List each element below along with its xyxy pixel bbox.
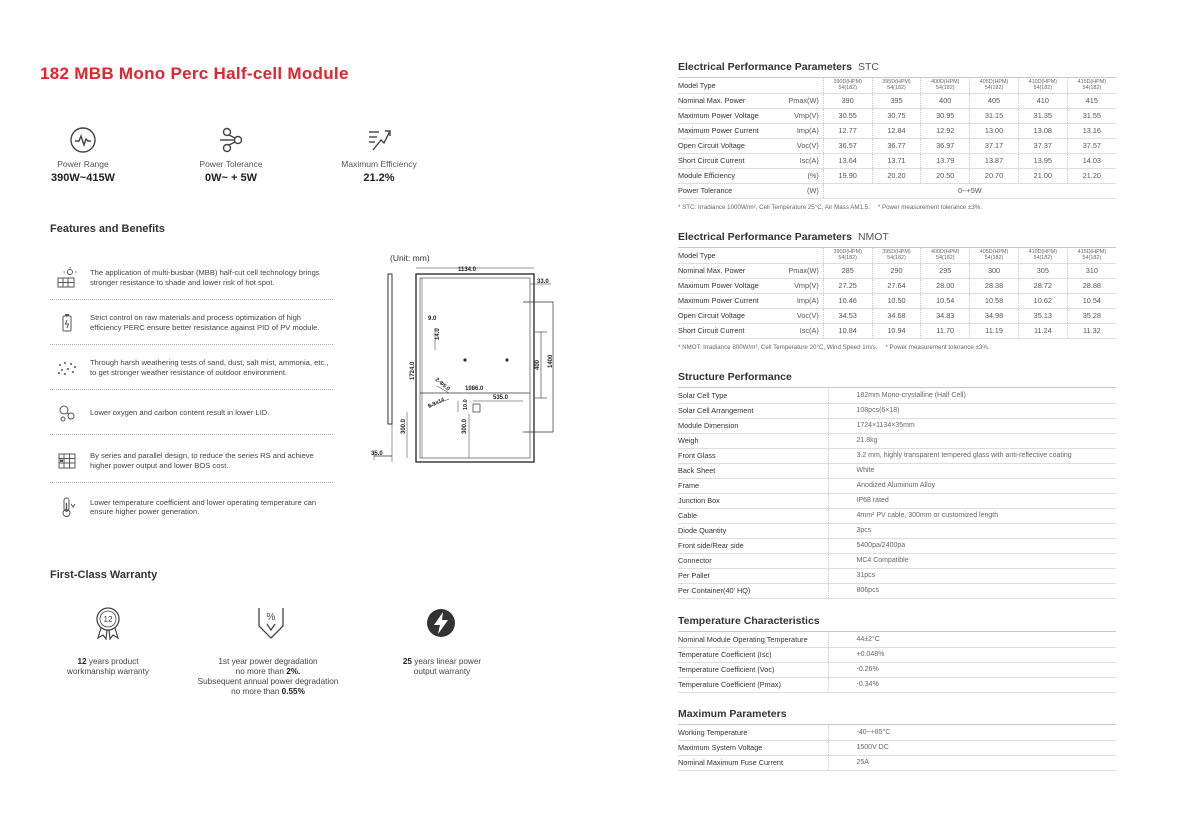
value-cell: 31.35 [1018, 108, 1067, 123]
value-cell: 11.19 [970, 323, 1019, 338]
value-cell: 13.08 [1018, 123, 1067, 138]
dim-300-right: 300.0 [462, 418, 468, 434]
model-cell: 400D(HPM) 54(182) [921, 248, 970, 263]
row-label: Model Type [678, 248, 786, 263]
nmot-note: * NMOT: Irradiance 800W/m², Cell Temperature 20°C, Wind Speed 1m/s. * Power measurement tolerance ±3%. [678, 343, 990, 351]
value-cell: 12.84 [872, 123, 921, 138]
dim-height: 1724.0 [410, 361, 416, 380]
table-row [678, 293, 1116, 308]
row-label: Junction Box [678, 493, 828, 508]
value-cell: 290 [872, 263, 921, 278]
warranty-text: years linear power [414, 657, 482, 666]
section-title: Electrical Performance Parameters [678, 61, 852, 73]
spec-max-efficiency [309, 126, 449, 184]
row-label: Weigh [678, 433, 828, 448]
dim-300-left: 300.0 [401, 418, 407, 434]
model-cell: 395D(HPM) 54(182) [872, 78, 921, 93]
row-label: Front Glass [678, 448, 828, 463]
value-cell: 14.03 [1067, 153, 1116, 168]
model-cell: 405D(HPM) 54(182) [970, 78, 1019, 93]
value-cell: 395 [872, 93, 921, 108]
section-subtitle: NMOT [857, 231, 889, 243]
row-value: 21.8kg [828, 433, 1116, 448]
table-row [678, 725, 1116, 740]
value-cell: 10.58 [970, 293, 1019, 308]
dim-14: 14.0 [435, 328, 441, 340]
warranty-text: 1st year power degradation [218, 657, 318, 666]
row-unit: (W) [786, 183, 823, 198]
row-unit: Imp(A) [786, 123, 823, 138]
row-label: Nominal Max. Power [678, 263, 786, 278]
row-label: Nominal Maximum Fuse Current [678, 755, 828, 770]
table-row [678, 755, 1116, 770]
value-cell: 390 [823, 93, 872, 108]
thermometer-down-icon [56, 496, 78, 518]
value-cell: 27.64 [872, 278, 921, 293]
row-label: Diode Quantity [678, 523, 828, 538]
table-row [678, 448, 1116, 463]
value-cell: 34.68 [872, 308, 921, 323]
row-value: 5400pa/2400pa [828, 538, 1116, 553]
page-title: 182 MBB Mono Perc Half-cell Module [40, 64, 349, 83]
feature-item [50, 346, 333, 390]
warranty-text: workmanship warranty [67, 667, 149, 676]
row-label: Maximum Power Current [678, 123, 786, 138]
value-cell: 295 [921, 263, 970, 278]
value-cell: 400 [921, 93, 970, 108]
row-label: Short Circuit Current [678, 323, 786, 338]
table-row [678, 108, 1116, 123]
row-label: Solar Cell Type [678, 388, 828, 403]
row-value: 44±2°C [828, 632, 1116, 647]
row-value: IP68 rated [828, 493, 1116, 508]
svg-text:%: % [266, 612, 276, 623]
value-cell: 285 [823, 263, 872, 278]
spec-value: 0W~ + 5W [205, 172, 257, 184]
table-row [678, 433, 1116, 448]
table-row [678, 263, 1116, 278]
value-cell: 20.20 [872, 168, 921, 183]
value-cell: 10.54 [921, 293, 970, 308]
value-cell: 300 [970, 263, 1019, 278]
spec-value: 21.2% [363, 172, 395, 184]
row-label: Module Efficiency [678, 168, 786, 183]
row-value: -0.26% [828, 662, 1116, 677]
row-value: 25A [828, 755, 1116, 770]
table-row [678, 278, 1116, 293]
dim-frame: 33.0 [537, 279, 549, 285]
table-row [678, 553, 1116, 568]
row-value: +0.048% [828, 647, 1116, 662]
dim-1400: 1400 [548, 354, 554, 368]
row-label: Per Container(40’ HQ) [678, 583, 828, 598]
stc-section [678, 61, 1116, 211]
warranty-text: no more than [231, 687, 280, 696]
maximum-table [678, 725, 1116, 771]
row-value: 31pcs [828, 568, 1116, 583]
value-cell: 405 [970, 93, 1019, 108]
structure-section [678, 371, 1116, 599]
value-cell: 13.71 [872, 153, 921, 168]
table-row [678, 138, 1116, 153]
row-value: 182mm Mono-crystalline (Half Cell) [828, 388, 1116, 403]
structure-heading: Structure Performance [678, 371, 1116, 388]
maximum-heading: Maximum Parameters [678, 708, 1116, 725]
dim-535: 535.0 [493, 395, 509, 401]
row-value: 3.2 mm, highly transparent tempered glass with anti-reflective coating [828, 448, 1116, 463]
spec-power-range [13, 126, 153, 184]
table-row [678, 662, 1116, 677]
row-label: Maximum Power Voltage [678, 278, 786, 293]
value-cell: 28.72 [1018, 278, 1067, 293]
table-row [678, 123, 1116, 138]
module-dimension-drawing [365, 262, 570, 468]
value-cell: 13.16 [1067, 123, 1116, 138]
value-cell: 30.75 [872, 108, 921, 123]
warranty-years: 25 [402, 657, 412, 666]
warranty-degradation [188, 657, 348, 697]
dim-35: 35.0 [371, 451, 383, 457]
row-value: 806pcs [828, 583, 1116, 598]
row-value: 3pcs [828, 523, 1116, 538]
value-cell: 34.83 [921, 308, 970, 323]
table-row [678, 493, 1116, 508]
row-value: -0.34% [828, 677, 1116, 692]
row-label: Module Dimension [678, 418, 828, 433]
table-row [678, 93, 1116, 108]
table-row [678, 478, 1116, 493]
value-cell: 310 [1067, 263, 1116, 278]
dim-1086: 1086.0 [465, 386, 484, 392]
row-value: Anodized Aluminum Alloy [828, 478, 1116, 493]
row-value: 1724×1134×35mm [828, 418, 1116, 433]
temperature-heading: Temperature Characteristics [678, 615, 1116, 632]
row-label: Maximum Power Current [678, 293, 786, 308]
section-title: Electrical Performance Parameters [678, 231, 852, 243]
value-cell: 37.17 [970, 138, 1019, 153]
stc-heading [678, 61, 1116, 78]
feature-item [50, 485, 333, 529]
value-cell: 10.54 [1067, 293, 1116, 308]
value-cell: 37.57 [1067, 138, 1116, 153]
value-cell: 12.77 [823, 123, 872, 138]
battery-shield-icon [56, 312, 78, 334]
table-row [678, 78, 1116, 93]
feature-text: Strict control on raw materials and process optimization of high efficiency PERC ensure better resistance against PID of PV module. [90, 313, 320, 332]
value-cell: 21.00 [1018, 168, 1067, 183]
grid-cells-icon [56, 450, 78, 472]
feature-item [50, 256, 333, 300]
model-cell: 395D(HPM) 54(182) [872, 248, 921, 263]
table-row [678, 183, 1116, 198]
row-unit: Isc(A) [786, 323, 823, 338]
section-subtitle: STC [857, 61, 879, 73]
table-row [678, 583, 1116, 598]
table-row [678, 647, 1116, 662]
value-cell: 36.77 [872, 138, 921, 153]
row-label: Connector [678, 553, 828, 568]
spec-label: Power Range [57, 159, 109, 169]
dim-9: 9.0 [428, 316, 437, 322]
row-unit: Imp(A) [786, 293, 823, 308]
row-unit: Voc(V) [786, 138, 823, 153]
table-row [678, 677, 1116, 692]
table-row [678, 403, 1116, 418]
stc-table [678, 78, 1116, 199]
value-cell: 10.84 [823, 323, 872, 338]
table-row [678, 523, 1116, 538]
value-cell: 28.00 [921, 278, 970, 293]
table-row [678, 740, 1116, 755]
warranty-text: no more than [235, 667, 284, 676]
value-cell: 20.50 [921, 168, 970, 183]
spec-label: Power Tolerance [199, 159, 263, 169]
stc-note: * STC: Irradiance 1000W/m², Cell Temperature 25°C, Air Mass AM1.5. * Power measurement tolerance ±3%. [678, 203, 983, 211]
value-cell: 30.55 [823, 108, 872, 123]
table-row [678, 508, 1116, 523]
badge-number: 12 [103, 615, 113, 624]
table-row [678, 568, 1116, 583]
row-unit: Vmp(V) [786, 278, 823, 293]
temperature-table [678, 632, 1116, 693]
value-cell: 31.55 [1067, 108, 1116, 123]
row-value: -40~+85°C [828, 725, 1116, 740]
value-cell: 36.57 [823, 138, 872, 153]
model-cell: 415D(HPM) 54(182) [1067, 78, 1116, 93]
value-cell: 10.46 [823, 293, 872, 308]
row-label: Open Circuit Voltage [678, 138, 786, 153]
table-row [678, 323, 1116, 338]
feature-text: Lower temperature coefficient and lower operating temperature can ensure higher power generation. [90, 497, 317, 516]
row-value: 4mm² PV cable, 300mm or customized length [828, 508, 1116, 523]
warranty-value: 0.55% [281, 687, 305, 696]
value-cell: 20.70 [970, 168, 1019, 183]
row-value: 0~+5W [823, 183, 1116, 198]
row-label: Temperature Coefficient (Isc) [678, 647, 828, 662]
warranty-badge-icon [92, 606, 124, 645]
row-label: Maximum Power Voltage [678, 108, 786, 123]
value-cell: 415 [1067, 93, 1116, 108]
dim-hole-a: 2-Φ5.0 [433, 376, 451, 393]
table-row [678, 153, 1116, 168]
weather-dots-icon [56, 357, 78, 379]
value-cell: 28.38 [970, 278, 1019, 293]
pulse-circle-icon [69, 126, 97, 154]
value-cell: 36.97 [921, 138, 970, 153]
value-cell: 31.15 [970, 108, 1019, 123]
row-unit: Voc(V) [786, 308, 823, 323]
value-cell: 305 [1018, 263, 1067, 278]
warranty-text: Subsequent annual power degradation [197, 677, 339, 686]
row-value: 108pcs(6×18) [828, 403, 1116, 418]
value-cell: 12.92 [921, 123, 970, 138]
value-cell: 10.94 [872, 323, 921, 338]
value-cell: 13.87 [970, 153, 1019, 168]
value-cell: 30.95 [921, 108, 970, 123]
row-label: Solar Cell Arrangement [678, 403, 828, 418]
nmot-heading [678, 231, 1116, 248]
row-label: Nominal Module Operating Temperature [678, 632, 828, 647]
value-cell: 28.88 [1067, 278, 1116, 293]
row-label: Nominal Max. Power [678, 93, 786, 108]
row-value: MC4 Compatible [828, 553, 1116, 568]
drawing-unit-label: (Unit: mm) [390, 253, 430, 263]
row-unit: Pmax(W) [786, 93, 823, 108]
value-cell: 13.79 [921, 153, 970, 168]
row-label: Front side/Rear side [678, 538, 828, 553]
structure-table [678, 388, 1116, 599]
value-cell: 27.25 [823, 278, 872, 293]
feature-text: Lower oxygen and carbon content result in lower LID. [90, 407, 270, 417]
value-cell: 35.13 [1018, 308, 1067, 323]
row-label: Working Temperature [678, 725, 828, 740]
feature-text: The application of multi-busbar (MBB) half-cut cell technology brings stronger resistance to shade and lower risk of hot spot. [90, 268, 320, 287]
row-label: Power Tolerance [678, 183, 786, 198]
value-cell: 13.95 [1018, 153, 1067, 168]
table-row [678, 248, 1116, 263]
row-label: Maximum System Voltage [678, 740, 828, 755]
row-label: Temperature Coefficient (Voc) [678, 662, 828, 677]
model-cell: 410D(HPM) 54(182) [1018, 78, 1067, 93]
row-label: Short Circuit Current [678, 153, 786, 168]
value-cell: 37.37 [1018, 138, 1067, 153]
table-row [678, 418, 1116, 433]
row-label: Per Pallet [678, 568, 828, 583]
warranty-text: years product [88, 657, 139, 666]
nmot-section [678, 231, 1116, 351]
row-label: Model Type [678, 78, 786, 93]
row-value: White [828, 463, 1116, 478]
solar-panel-sun-icon [56, 267, 78, 289]
model-cell: 390D(HPM) 54(182) [823, 248, 872, 263]
molecule-nodes-icon [217, 126, 245, 154]
value-cell: 34.98 [970, 308, 1019, 323]
row-unit: Pmax(W) [786, 263, 823, 278]
row-unit: (%) [786, 168, 823, 183]
spec-label: Maximum Efficiency [341, 159, 417, 169]
degradation-shield-icon [255, 606, 287, 645]
row-label: Cable [678, 508, 828, 523]
table-row [678, 463, 1116, 478]
feature-item [50, 439, 333, 483]
dim-hole-b: 8-9×14 [427, 397, 446, 410]
row-label: Open Circuit Voltage [678, 308, 786, 323]
value-cell: 10.50 [872, 293, 921, 308]
dim-width: 1134.0 [457, 267, 477, 273]
value-cell: 35.28 [1067, 308, 1116, 323]
value-cell: 10.62 [1018, 293, 1067, 308]
spec-power-tolerance [161, 126, 301, 184]
lightning-circle-icon [425, 606, 457, 645]
row-value: 1500V DC [828, 740, 1116, 755]
temperature-section [678, 615, 1116, 693]
dim-10: 10.0 [463, 399, 469, 410]
feature-text: Through harsh weathering tests of sand, dust, salt mist, ammonia, etc., to get stronger weather resistance of outdoor environment. [90, 358, 329, 377]
value-cell: 11.24 [1018, 323, 1067, 338]
row-label: Frame [678, 478, 828, 493]
value-cell: 34.53 [823, 308, 872, 323]
value-cell: 11.32 [1067, 323, 1116, 338]
feature-item [50, 301, 333, 345]
value-cell: 11.70 [921, 323, 970, 338]
value-cell: 13.00 [970, 123, 1019, 138]
row-label: Temperature Coefficient (Pmax) [678, 677, 828, 692]
table-row [678, 538, 1116, 553]
row-label: Back Sheet [678, 463, 828, 478]
warranty-text: output warranty [413, 667, 471, 676]
table-row [678, 632, 1116, 647]
maximum-section [678, 708, 1116, 771]
value-cell: 21.20 [1067, 168, 1116, 183]
model-cell: 400D(HPM) 54(182) [921, 78, 970, 93]
warranty-value: 2%. [286, 667, 301, 676]
warranty-heading: First-Class Warranty [50, 569, 158, 581]
oxygen-molecule-icon [56, 402, 78, 424]
model-cell: 415D(HPM) 54(182) [1067, 248, 1116, 263]
table-row [678, 308, 1116, 323]
efficiency-arrow-icon [365, 126, 393, 154]
value-cell: 410 [1018, 93, 1067, 108]
row-unit: Isc(A) [786, 153, 823, 168]
warranty-product [28, 657, 188, 677]
value-cell: 13.64 [823, 153, 872, 168]
features-heading: Features and Benefits [50, 223, 165, 235]
table-row [678, 168, 1116, 183]
spec-value: 390W~415W [51, 172, 115, 184]
table-row [678, 388, 1116, 403]
nmot-table [678, 248, 1116, 339]
feature-text: By series and parallel design, to reduce the series RS and achieve higher power output and lower BOS cost. [90, 451, 314, 470]
warranty-linear [362, 657, 522, 677]
model-cell: 405D(HPM) 54(182) [970, 248, 1019, 263]
feature-item [50, 391, 333, 435]
value-cell: 19.90 [823, 168, 872, 183]
warranty-years: 12 [77, 657, 87, 666]
row-unit: Vmp(V) [786, 108, 823, 123]
model-cell: 390D(HPM) 54(182) [823, 78, 872, 93]
model-cell: 410D(HPM) 54(182) [1018, 248, 1067, 263]
dim-400: 400 [535, 359, 541, 370]
